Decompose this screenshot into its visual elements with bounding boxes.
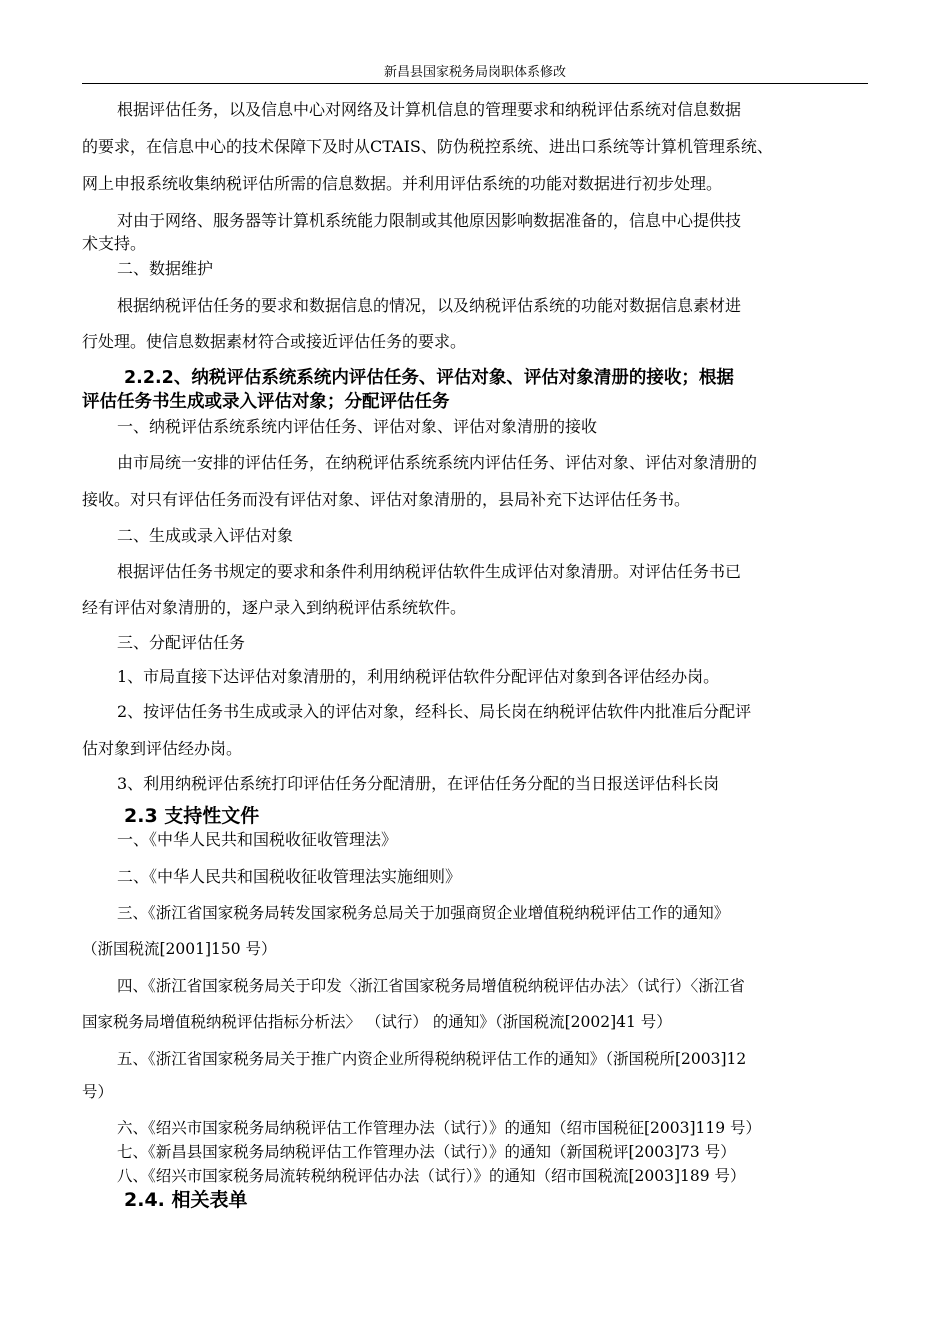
- subheading: 二、数据维护: [117, 259, 214, 278]
- body-line: 估对象到评估经办岗。: [82, 739, 243, 758]
- header-rule: [82, 83, 868, 84]
- body-line: 根据评估任务书规定的要求和条件利用纳税评估软件生成评估对象清册。对评估任务书已: [117, 562, 742, 581]
- list-item: 四、《浙江省国家税务局关于印发〈浙江省国家税务局增值税纳税评估办法〉（试行）〈浙江省: [117, 977, 745, 995]
- body-line: 的要求，在信息中心的技术保障下及时从CTAIS、防伪税控系统、进出口系统等计算机管理系统、: [82, 137, 773, 156]
- list-item: 三、《浙江省国家税务局转发国家税务总局关于加强商贸企业增值税纳税评估工作的通知》: [117, 904, 730, 922]
- list-item: 3、利用纳税评估系统打印评估任务分配清册，在评估任务分配的当日报送评估科长岗: [117, 774, 720, 793]
- subheading: 二、生成或录入评估对象: [117, 526, 294, 545]
- list-item: 五、《浙江省国家税务局关于推广内资企业所得税纳税评估工作的通知》（浙国税所[2003]12: [117, 1050, 747, 1068]
- list-item: 一、《中华人民共和国税收征收管理法》: [117, 830, 398, 849]
- subheading: 一、纳税评估系统系统内评估任务、评估对象、评估对象清册的接收: [117, 417, 598, 436]
- body-line: 网上申报系统收集纳税评估所需的信息数据。并利用评估系统的功能对数据进行初步处理。: [82, 174, 723, 193]
- body-line: 对由于网络、服务器等计算机系统能力限制或其他原因影响数据准备的，信息中心提供技: [117, 211, 742, 230]
- body-line: 经有评估对象清册的，逐户录入到纳税评估系统软件。: [82, 598, 467, 617]
- body-line: 国家税务局增值税纳税评估指标分析法〉 （试行） 的通知》（浙国税流[2002]41 号）: [82, 1013, 672, 1031]
- body-line: 根据评估任务，以及信息中心对网络及计算机信息的管理要求和纳税评估系统对信息数据: [117, 100, 742, 119]
- section-heading: 评估任务书生成或录入评估对象；分配评估任务: [82, 392, 450, 412]
- body-line: 行处理。使信息数据素材符合或接近评估任务的要求。: [82, 332, 467, 351]
- subheading: 三、分配评估任务: [117, 633, 246, 652]
- body-line: 由市局统一安排的评估任务，在纳税评估系统系统内评估任务、评估对象、评估对象清册的: [117, 453, 758, 472]
- body-line: 号）: [82, 1083, 114, 1101]
- body-line: 术支持。: [82, 234, 147, 253]
- section-heading: 2.3 支持性文件: [124, 805, 260, 827]
- list-item: 七、《新昌县国家税务局纳税评估工作管理办法（试行）》的通知（新国税评[2003]73 号）: [117, 1143, 736, 1161]
- body-line: 根据纳税评估任务的要求和数据信息的情况，以及纳税评估系统的功能对数据信息素材进: [117, 296, 742, 315]
- list-item: 2、按评估任务书生成或录入的评估对象，经科长、局长岗在纳税评估软件内批准后分配评: [117, 702, 752, 721]
- list-item: 二、《中华人民共和国税收征收管理法实施细则》: [117, 867, 462, 886]
- list-item: 1、市局直接下达评估对象清册的，利用纳税评估软件分配评估对象到各评估经办岗。: [117, 667, 720, 686]
- body-line: 接收。对只有评估任务而没有评估对象、评估对象清册的，县局补充下达评估任务书。: [82, 490, 691, 509]
- page-header: 新昌县国家税务局岗职体系修改: [383, 65, 566, 80]
- section-heading: 2.4. 相关表单: [124, 1189, 248, 1211]
- section-heading: 2.2.2、纳税评估系统系统内评估任务、评估对象、评估对象清册的接收；根据: [124, 368, 734, 388]
- list-item: 八、《绍兴市国家税务局流转税纳税评估办法（试行）》的通知（绍市国税流[2003]189 号）: [117, 1167, 746, 1185]
- list-item: 六、《绍兴市国家税务局纳税评估工作管理办法（试行）》的通知（绍市国税征[2003]119 号）: [117, 1119, 762, 1137]
- body-line: （浙国税流[2001]150 号）: [82, 940, 277, 958]
